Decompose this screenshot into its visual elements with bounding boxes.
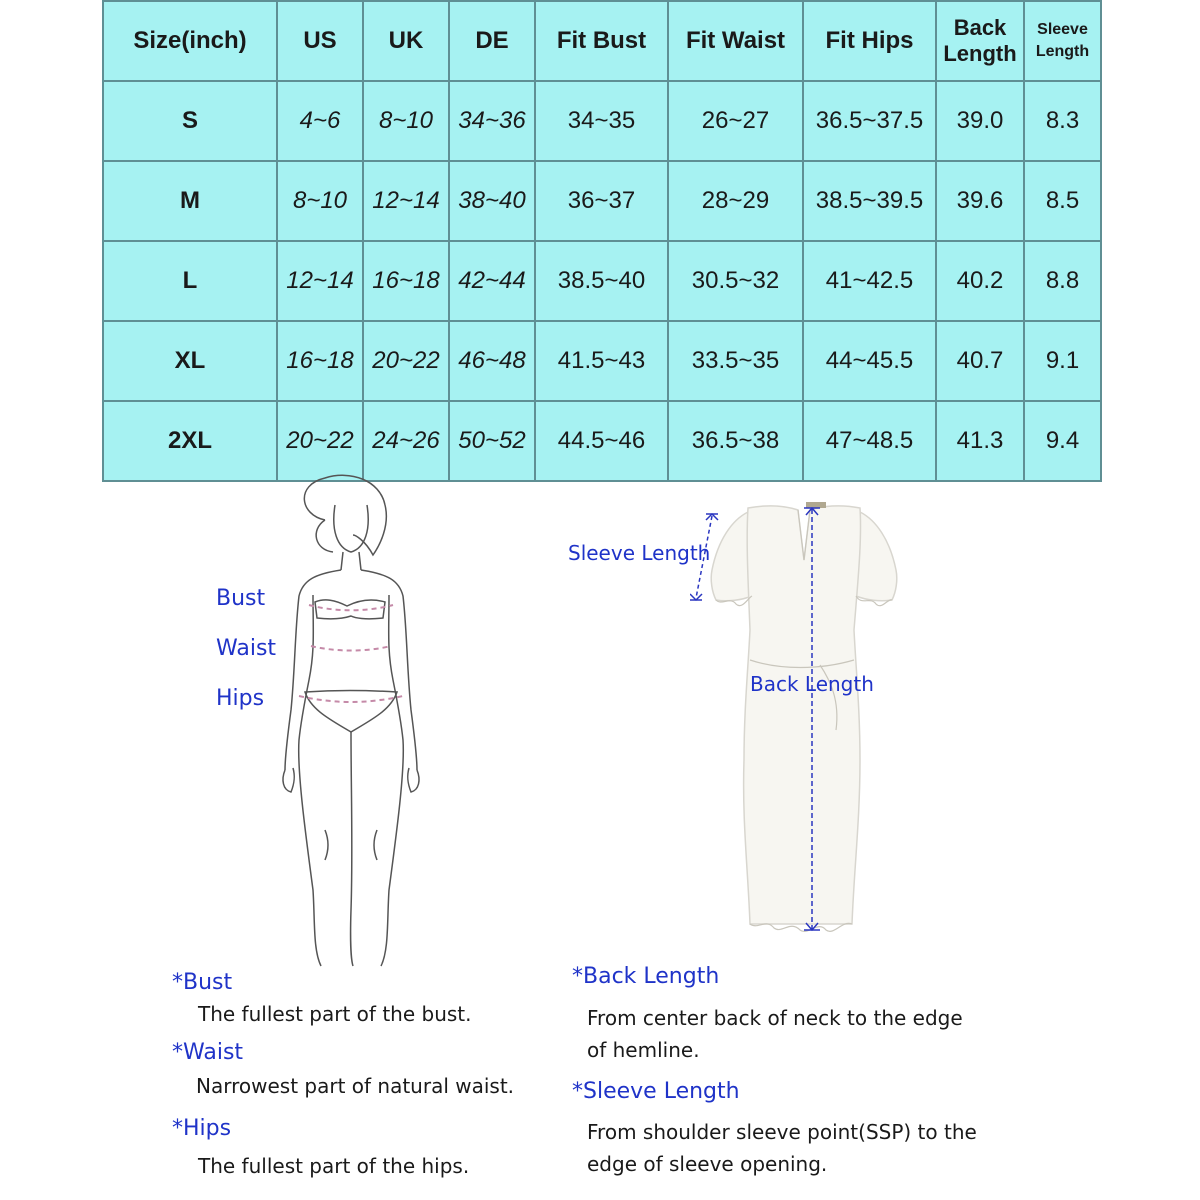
- cell-bust: 41.5~43: [535, 321, 668, 401]
- hips-definition-title: *Hips: [172, 1116, 232, 1141]
- bust-definition-title: *Bust: [172, 970, 233, 995]
- cell-sleeve-length: 8.8: [1024, 241, 1101, 321]
- body-measure-figure: [255, 470, 445, 970]
- bust-definition-text: The fullest part of the bust.: [198, 1002, 472, 1026]
- waist-label: Waist: [216, 636, 277, 661]
- cell-size: M: [103, 161, 277, 241]
- header-fit-waist: Fit Waist: [668, 1, 803, 81]
- cell-back-length: 41.3: [936, 401, 1024, 481]
- hips-label: Hips: [216, 686, 265, 711]
- sleeve-length-label: Sleeve Length: [568, 541, 711, 565]
- back-length-label: Back Length: [750, 672, 874, 696]
- cell-bust: 44.5~46: [535, 401, 668, 481]
- cell-waist: 28~29: [668, 161, 803, 241]
- header-back-length: Back Length: [936, 1, 1024, 81]
- table-row: [103, 81, 1101, 161]
- cell-size: L: [103, 241, 277, 321]
- sleeve-length-definition-text-1: From shoulder sleeve point(SSP) to the: [587, 1120, 977, 1144]
- table-row: [103, 321, 1101, 401]
- cell-hips: 41~42.5: [803, 241, 936, 321]
- cell-us: 8~10: [277, 161, 363, 241]
- cell-sleeve-length: 9.4: [1024, 401, 1101, 481]
- waist-definition-text: Narrowest part of natural waist.: [196, 1074, 515, 1098]
- cell-de: 38~40: [449, 161, 535, 241]
- waist-definition-title: *Waist: [172, 1040, 244, 1065]
- cell-back-length: 39.0: [936, 81, 1024, 161]
- back-length-definition-title: *Back Length: [572, 964, 720, 989]
- cell-back-length: 40.2: [936, 241, 1024, 321]
- back-length-definition-text-1: From center back of neck to the edge: [587, 1006, 963, 1030]
- cell-hips: 44~45.5: [803, 321, 936, 401]
- cell-us: 4~6: [277, 81, 363, 161]
- cell-size: S: [103, 81, 277, 161]
- cell-bust: 36~37: [535, 161, 668, 241]
- cell-bust: 34~35: [535, 81, 668, 161]
- header-fit-hips: Fit Hips: [803, 1, 936, 81]
- cell-waist: 30.5~32: [668, 241, 803, 321]
- table-row: [103, 161, 1101, 241]
- cell-hips: 38.5~39.5: [803, 161, 936, 241]
- cell-bust: 38.5~40: [535, 241, 668, 321]
- cell-uk: 8~10: [363, 81, 449, 161]
- cell-back-length: 39.6: [936, 161, 1024, 241]
- size-chart-table: [102, 0, 1102, 482]
- back-length-definition-text-2: of hemline.: [587, 1038, 700, 1062]
- cell-hips: 47~48.5: [803, 401, 936, 481]
- header-fit-bust: Fit Bust: [535, 1, 668, 81]
- header-sleeve-length: Sleeve Length: [1024, 1, 1101, 81]
- header-uk: UK: [363, 1, 449, 81]
- table-row: [103, 241, 1101, 321]
- cell-us: 20~22: [277, 401, 363, 481]
- cell-de: 46~48: [449, 321, 535, 401]
- cell-size: XL: [103, 321, 277, 401]
- cell-uk: 20~22: [363, 321, 449, 401]
- cell-us: 12~14: [277, 241, 363, 321]
- cell-hips: 36.5~37.5: [803, 81, 936, 161]
- cell-size: 2XL: [103, 401, 277, 481]
- back-length-measure-line: [800, 505, 824, 935]
- header-us: US: [277, 1, 363, 81]
- cell-us: 16~18: [277, 321, 363, 401]
- bust-label: Bust: [216, 586, 266, 611]
- sleeve-length-definition-title: *Sleeve Length: [572, 1079, 740, 1104]
- table-row: [103, 401, 1101, 481]
- cell-sleeve-length: 9.1: [1024, 321, 1101, 401]
- cell-waist: 36.5~38: [668, 401, 803, 481]
- cell-uk: 12~14: [363, 161, 449, 241]
- cell-de: 50~52: [449, 401, 535, 481]
- hips-definition-text: The fullest part of the hips.: [198, 1154, 470, 1178]
- cell-waist: 33.5~35: [668, 321, 803, 401]
- table-header-row: [103, 1, 1101, 81]
- cell-uk: 24~26: [363, 401, 449, 481]
- cell-sleeve-length: 8.5: [1024, 161, 1101, 241]
- cell-uk: 16~18: [363, 241, 449, 321]
- cell-waist: 26~27: [668, 81, 803, 161]
- header-de: DE: [449, 1, 535, 81]
- cell-de: 34~36: [449, 81, 535, 161]
- header-size: Size(inch): [103, 1, 277, 81]
- cell-sleeve-length: 8.3: [1024, 81, 1101, 161]
- cell-de: 42~44: [449, 241, 535, 321]
- cell-back-length: 40.7: [936, 321, 1024, 401]
- sleeve-length-definition-text-2: edge of sleeve opening.: [587, 1152, 828, 1176]
